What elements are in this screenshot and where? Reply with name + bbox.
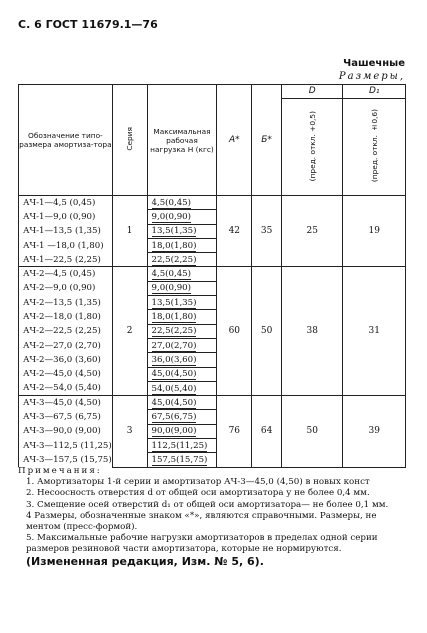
cell-d: 25 [281, 196, 342, 267]
cell-d: 50 [281, 396, 342, 467]
col-header-d: D [281, 85, 342, 99]
cell-max-load-value: 22,5(2,25) [151, 254, 197, 265]
cell-d1: 31 [343, 267, 406, 396]
cell-max-load [147, 353, 217, 367]
cell-d: 38 [281, 267, 342, 396]
cell-max-load-value: 13,5(1,35) [151, 297, 197, 308]
notes-section [18, 466, 413, 556]
page-header: С. 6 ГОСТ 11679.1—76 [18, 18, 158, 31]
cell-designation: АЧ-2—9,0 (0,90) [19, 281, 113, 295]
cell-max-load-value: 18,0(1,80) [151, 240, 197, 251]
cell-designation: АЧ-1 —18,0 (1,80) [19, 238, 113, 252]
cell-series: 2 [112, 267, 147, 396]
cell-max-load-value: 90,0(9,00) [151, 426, 197, 437]
note-line: ментом (пресс-формой). [26, 522, 138, 533]
col-header-max-load: Максимальная рабочая нагрузка Н (кгс) [147, 85, 217, 196]
cell-max-load-value: 13,5(1,35) [151, 226, 197, 237]
table-continuation-label: Чашечные [343, 58, 405, 69]
cell-max-load [147, 224, 217, 238]
cell-max-load-value: 67,5(6,75) [151, 412, 197, 423]
cell-designation: АЧ-1—13,5 (1,35) [19, 224, 113, 238]
cell-designation: АЧ-3—45,0 (4,50) [19, 396, 113, 410]
cell-a: 60 [217, 267, 252, 396]
cell-designation: АЧ-2—4,5 (0,45) [19, 267, 113, 281]
cell-max-load [147, 338, 217, 352]
col-header-d1-tolerance: (пред. откл. ±0,6) [343, 99, 406, 196]
cell-max-load [147, 410, 217, 424]
cell-max-load-value: 4,5(0,45) [151, 197, 192, 208]
notes-title: Примечания: [18, 466, 102, 476]
note-line: 5. Максимальные рабочие нагрузки амортизаторов в пределах одной серии [26, 533, 378, 544]
cell-series: 3 [112, 396, 147, 467]
table-continuation-sublabel: Размеры, [338, 71, 405, 82]
cell-max-load [147, 453, 217, 467]
cell-max-load [147, 210, 217, 224]
cell-max-load [147, 424, 217, 438]
cell-max-load [147, 396, 217, 410]
table-row [19, 196, 406, 210]
cell-designation: АЧ-3—112,5 (11,25) [19, 439, 113, 453]
table-row [19, 267, 406, 281]
cell-designation: АЧ-3—67,5 (6,75) [19, 410, 113, 424]
cell-designation: АЧ-2—27,0 (2,70) [19, 338, 113, 352]
table-body [19, 196, 406, 468]
cell-max-load [147, 439, 217, 453]
cell-designation: АЧ-2—54,0 (5,40) [19, 381, 113, 395]
cell-designation: АЧ-2—45,0 (4,50) [19, 367, 113, 381]
cell-series: 1 [112, 196, 147, 267]
cell-max-load-value: 157,5(15,75) [151, 454, 208, 465]
cell-max-load [147, 253, 217, 267]
cell-designation: АЧ-1—4,5 (0,45) [19, 196, 113, 210]
col-header-b: Б* [252, 85, 282, 196]
cell-max-load-value: 9,0(0,90) [151, 283, 192, 294]
cell-b: 50 [252, 267, 282, 396]
cell-max-load [147, 381, 217, 395]
cell-max-load [147, 296, 217, 310]
table-row [19, 396, 406, 410]
cell-designation: АЧ-2—36,0 (3,60) [19, 353, 113, 367]
cell-max-load-value: 54,0(5,40) [151, 383, 197, 394]
cell-designation: АЧ-2—13,5 (1,35) [19, 296, 113, 310]
cell-max-load [147, 281, 217, 295]
cell-max-load-value: 27,0(2,70) [151, 340, 197, 351]
note-line: 4 Размеры, обозначенные знаком «*», являются справочными. Размеры, не [26, 510, 377, 521]
col-header-series: Серия [112, 85, 147, 196]
cell-max-load-value: 36,0(3,60) [151, 354, 197, 365]
cell-max-load [147, 367, 217, 381]
col-header-d1: D₁ [343, 85, 406, 99]
cell-d1: 19 [343, 196, 406, 267]
cell-max-load-value: 112,5(11,25) [151, 440, 208, 451]
cell-max-load [147, 196, 217, 210]
cell-max-load [147, 310, 217, 324]
cell-designation: АЧ-3—157,5 (15,75) [19, 453, 113, 467]
note-line: 2. Несоосность отверстия d от общей оси амортизатора у не более 0,4 мм. [26, 488, 370, 499]
cell-designation: АЧ-1—9,0 (0,90) [19, 210, 113, 224]
cell-designation: АЧ-2—22,5 (2,25) [19, 324, 113, 338]
cell-max-load-value: 18,0(1,80) [151, 312, 197, 323]
dimensions-table [18, 84, 406, 468]
cell-a: 76 [217, 396, 252, 467]
note-line: 3. Смещение осей отверстий d₁ от общей оси амортизатора— не более 0,1 мм. [26, 499, 389, 510]
cell-a: 42 [217, 196, 252, 267]
cell-designation: АЧ-3—90,0 (9,00) [19, 424, 113, 438]
cell-b: 64 [252, 396, 282, 467]
cell-max-load [147, 324, 217, 338]
revision-note: (Измененная редакция, Изм. № 5, 6). [26, 555, 264, 568]
cell-max-load-value: 9,0(0,90) [151, 211, 192, 222]
cell-designation: АЧ-1—22,5 (2,25) [19, 253, 113, 267]
cell-max-load-value: 4,5(0,45) [151, 269, 192, 280]
cell-max-load-value: 22,5(2,25) [151, 326, 197, 337]
cell-designation: АЧ-2—18,0 (1,80) [19, 310, 113, 324]
note-line: 1. Амортизаторы 1-й серии и амортизатор АЧ-3—45,0 (4,50) в новых конст [26, 477, 370, 488]
cell-d1: 39 [343, 396, 406, 467]
cell-max-load-value: 45,0(4,50) [151, 369, 197, 380]
note-line: размеров резиновой части амортизатора, которые не нормируются. [26, 544, 342, 555]
cell-b: 35 [252, 196, 282, 267]
cell-max-load [147, 267, 217, 281]
notes-list [18, 477, 413, 555]
cell-max-load-value: 45,0(4,50) [151, 397, 197, 408]
cell-max-load [147, 238, 217, 252]
col-header-a: A* [217, 85, 252, 196]
col-header-d-tolerance: (пред. откл. +0,5) [281, 99, 342, 196]
col-header-designation: Обозначение типо-размера амортиза-тора [19, 85, 113, 196]
